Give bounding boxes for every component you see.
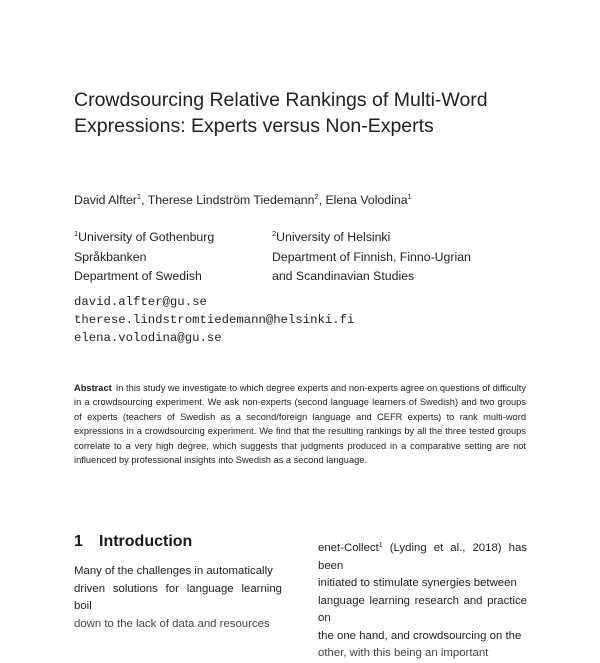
- title-line-2: Expressions: Experts versus Non-Experts: [74, 115, 434, 137]
- author-name: Therese Lindström Tiedemann: [147, 193, 315, 207]
- body-line: initiated to stimulate synergies between: [318, 577, 517, 589]
- affiliation-line: Department of Finnish, Finno-Ugrian: [272, 249, 471, 264]
- abstract-text: In this study we investigate to which degree experts and non-experts agree on questions of difficulty in a crowdsourcing experiment. We ask non-experts (second language learners of Swedish) and two groups of experts (teachers of Swedish as a second/foreign language and CEFR experts) to rank multi-word expressions in a crowdsourcing experiment. We find that the resulting rankings by all the three tested groups correlate to a very high degree, which suggests that judgments produced in a comparative setting are not influenced by professional insights into Swedish as a second language.: [74, 383, 526, 466]
- author-affiliation-mark: 1: [136, 192, 142, 201]
- email-list: [74, 293, 354, 348]
- body-line: language learning research and practice on: [318, 594, 527, 624]
- author-name: David Alfter: [74, 193, 137, 207]
- author-affiliation-mark: 2: [314, 192, 319, 201]
- body-text: enet-Collect: [318, 542, 379, 554]
- section-heading: [74, 533, 192, 551]
- email-address[interactable]: elena.volodina@gu.se: [74, 331, 222, 346]
- body-column-left: [74, 563, 282, 633]
- affiliation-line: University of Helsinki: [276, 230, 391, 244]
- email-address[interactable]: david.alfter@gu.se: [74, 295, 207, 309]
- section-number: 1: [74, 533, 83, 550]
- affiliation-mark: 1: [74, 229, 79, 238]
- body-line: the one hand, and crowdsourcing on the: [318, 629, 522, 642]
- section-title: Introduction: [99, 533, 193, 550]
- affiliation-mark: 2: [272, 229, 277, 238]
- citation-text: (Lyding et al., 2018) has been: [318, 542, 527, 572]
- author-name: Elena Volodina: [325, 193, 408, 207]
- email-address[interactable]: therese.lindstromtiedemann@helsinki.fi: [74, 313, 355, 328]
- author-affiliation-mark: 1: [407, 192, 412, 201]
- footnote-mark[interactable]: 1: [378, 542, 383, 549]
- body-line: Many of the challenges in automatically: [74, 565, 273, 577]
- affiliation-2: [272, 224, 471, 287]
- affiliation-1: [74, 224, 214, 287]
- abstract: [74, 381, 526, 467]
- affiliation-line: Språkbanken: [74, 249, 147, 264]
- abstract-label: Abstract: [74, 383, 112, 393]
- paper-title: [74, 87, 544, 139]
- affiliation-line: Department of Swedish: [74, 269, 202, 283]
- body-line: driven solutions for language learning boil: [74, 582, 282, 612]
- affiliation-line: University of Gothenburg: [78, 230, 215, 244]
- author-list: David Alfter$^1$, Therese Lindström Tiedemann$^2$, Elena Volodina$^1$: [74, 192, 412, 207]
- body-line: other, with this being an important: [318, 647, 489, 659]
- affiliation-line: and Scandinavian Studies: [272, 269, 415, 283]
- body-line: down to the lack of data and resources: [74, 617, 270, 630]
- title-line-1: Crowdsourcing Relative Rankings of Multi-Word: [74, 89, 488, 111]
